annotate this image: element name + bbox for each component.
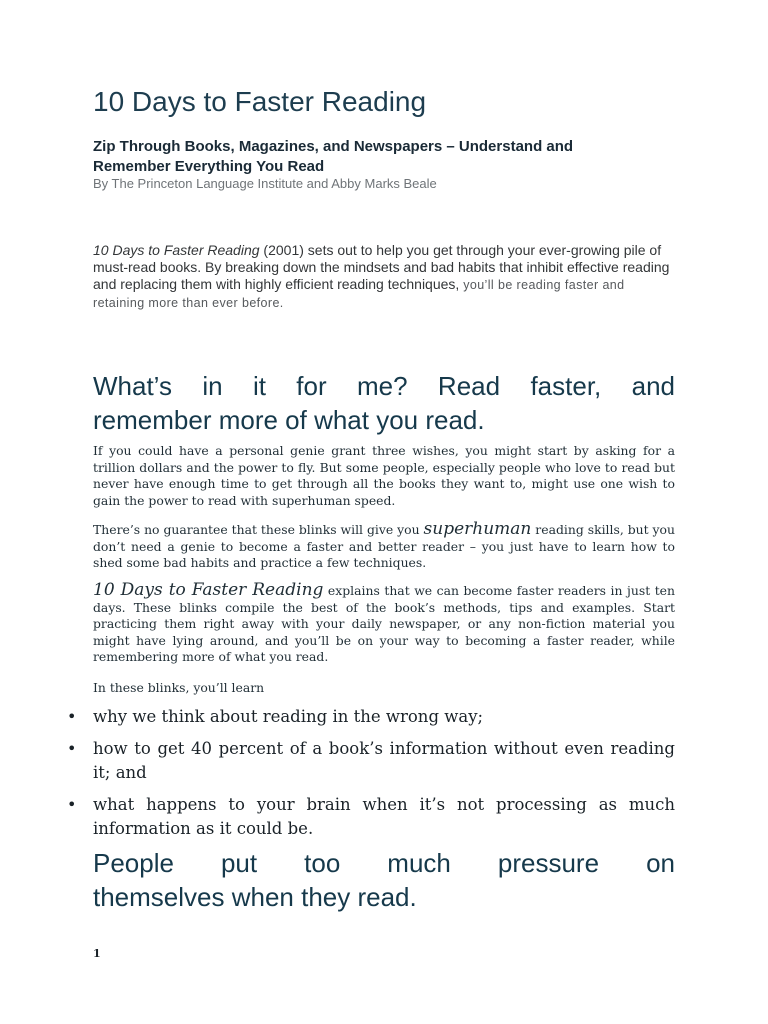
bullet-icon: • — [67, 707, 77, 726]
section-heading-pressure — [93, 846, 675, 914]
list-item — [63, 705, 675, 729]
learning-bullet-list — [63, 705, 675, 849]
section-heading-line-1: People put too much pressure on — [93, 848, 675, 878]
body-paragraph-genie: If you could have a personal genie grant three wishes, you might start by asking for a trillion dollars and the power to fly. But some people, especially people who love to read but never have enough time to get through all the books they want to, might use one wish to gain the power to read with superhuman speed. — [93, 443, 675, 508]
page-number: 1 — [93, 947, 101, 960]
list-item-text: what happens to your brain when it’s not processing as much information as it could be. — [93, 795, 675, 838]
list-item-text: how to get 40 percent of a book’s information without even reading it; and — [93, 739, 675, 782]
list-item — [63, 737, 675, 785]
bullet-icon: • — [67, 739, 77, 758]
section-heading-whats-in-it — [93, 369, 675, 437]
list-item-text: why we think about reading in the wrong way; — [93, 707, 484, 726]
intro-text: (2001) sets out to help you get through your ever-growing pile of must-read books. By breaking down the mindsets and bad habits that inhibit effective reading and replacing them with highly efficient reading techniques, — [93, 242, 670, 292]
section-heading-line-1: What’s in it for me? Read faster, and — [93, 371, 675, 401]
p2-text-before: There’s no guarantee that these blinks will give you — [93, 522, 424, 537]
list-item — [63, 793, 675, 841]
bullet-icon: • — [67, 795, 77, 814]
intro-last-line: you’ll be reading faster and retaining more than ever before. — [93, 278, 625, 310]
p3-book-title: 10 Days to Faster Reading — [93, 580, 324, 600]
intro-paragraph — [93, 242, 675, 312]
body-paragraph-learn-intro: In these blinks, you’ll learn — [93, 680, 265, 695]
body-paragraph-guarantee — [93, 521, 675, 572]
section-heading-line-2: remember more of what you read. — [93, 405, 485, 435]
document-title: 10 Days to Faster Reading — [93, 86, 427, 117]
document-subtitle: Zip Through Books, Magazines, and Newspapers – Understand and Remember Everything You Read — [93, 138, 574, 175]
body-paragraph-explains — [93, 582, 675, 666]
p2-text-after: reading skills, but you don’t need a genie to become a faster and better reader – you just have to learn how to shed some bad habits and practice a few techniques. — [93, 522, 675, 570]
section-heading-line-2: themselves when they read. — [93, 882, 417, 912]
p2-emphasis: superhuman — [423, 519, 532, 539]
intro-book-title: 10 Days to Faster Reading — [93, 242, 260, 258]
document-byline: By The Princeton Language Institute and Abby Marks Beale — [93, 176, 437, 191]
p3-text: explains that we can become faster readers in just ten days. These blinks compile the best of the book’s methods, tips and examples. Start practicing them right away with your daily newspaper, or any non-fiction material you might have lying around, and you’ll be on your way to becoming a faster reader, while remembering more of what you read. — [93, 583, 675, 664]
